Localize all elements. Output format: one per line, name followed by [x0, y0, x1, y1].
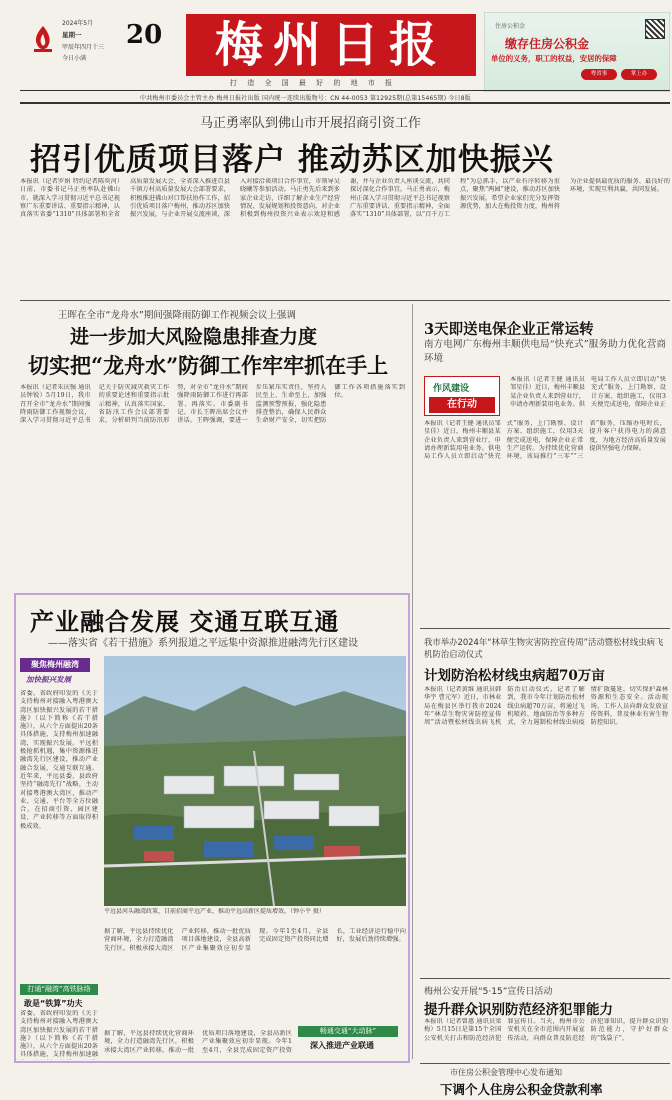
- ad-title: 缴存住房公积金: [505, 37, 590, 51]
- ad-pill-2: 掌上办: [621, 69, 657, 80]
- flood-title-1: 进一步加大风险隐患排查力度: [70, 326, 318, 348]
- power-title: 3天即送电保企业正常运转: [424, 321, 594, 338]
- date-box: [30, 18, 163, 68]
- day-number: 20: [126, 20, 163, 50]
- feature-body-left: 省委、省政府印发的《关于支持梅州对接融入粤港澳大湾区加快振兴发展的若干措施》（以下简称《若干措施》），从六个方面提出20条具体措施，支持梅州加速融湾，实现振兴发展。平远积极抢抓机遇，集中资源推进融湾先行区建设，推动产业融合发展、交通互联互通。近年来，平远县委、县政府坚持“融湾先行”战略，主动对接粤港澳大湾区，推动产业、交通、平台等全方位融合，在招商引资、园区建设、产业转移等方面取得积极成效。: [20, 690, 98, 830]
- flood-body: 本报讯（记者朱庆强 通讯员钟锐）5月19日，我市召开全市“龙舟水”期间强降雨防御工作视频会议，深入学习贯彻习近平总书记关于防灾减灾救灾工作的重要论述和重要指示批示精神，认真落实国家、省防汛工作会议部署要求，分析研判当前防汛形势，对全市“龙舟水”期间强降雨防御工作进行再部署、再落实。市委副书记、市长王晖出席会议并讲话。王晖强调，要进一步压紧压实责任，坚持人民至上、生命至上，加强监测预警预报，强化隐患排查整治，确保人民群众生命财产安全，切实把防御工作各项措施落实到位。: [20, 384, 405, 425]
- feature-tag-3: 深入推进产业联通: [310, 1041, 374, 1050]
- feature-box-body: 省委、省政府印发的《关于支持梅州对接融入粤港澳大湾区加快振兴发展的若干措施》（以下简称《若干措施》），从六个方面提出20条具体措施，支持梅州加速融: [20, 1010, 98, 1059]
- footer-kicker: 市住房公积金管理中心发布通知: [450, 1068, 562, 1077]
- badge-main: 在行动: [429, 397, 495, 413]
- work-style-badge: [424, 376, 500, 416]
- feature-box-title: 敢是“铁算”功夫: [24, 999, 83, 1008]
- pests-body: 本报讯（记者黄维 通讯员韩华宇 曹元军）近日，市林业局在梅县区举行我市2024年“林草生物灾害防控宣传周”活动暨松材线虫病飞机防治启动仪式。记者了解到，我市今年计划防治松材线虫病超70万亩，将通过飞机喷药、地面防治等多种方式，全力遏制松材线虫病疫情扩散蔓延，切实保护森林资源和生态安全。活动现场，工作人员向群众发放宣传资料，普及林业有害生物防控知识。: [424, 686, 668, 727]
- ad-pill-1: 粤省事: [581, 69, 617, 80]
- lead-headline: 招引优质项目落户 推动苏区加快振兴: [30, 142, 554, 178]
- feature-tag-1: 打通“融湾”高铁脉络: [20, 984, 98, 995]
- fraud-body: 本报讯（记者曾惠 通讯员梁梅）5月15日是第15个全国公安机关打击和防范经济犯罪宣传日。当天，梅州市公安机关在全市范围内开展宣传活动，向群众普及防范经济犯罪知识，提升群众识别防范能力，守护好群众的“钱袋子”。: [424, 1018, 668, 1042]
- weekday: 星期一: [62, 31, 82, 39]
- housing-fund-ad: [484, 12, 670, 92]
- footer-title: 下调个人住房公积金贷款利率: [440, 1082, 603, 1097]
- ad-top-text: 住房公积金: [495, 23, 526, 30]
- lead-body: 本报讯（记者罗娟 特约记者陈奕河）日前，市委书记马正勇率队赴佛山市，就深入学习贯彻习近平总书记视察广东重要讲话、重要指示精神，认真落实省委“1310”具体部署和全省高质量发展大会、全省深入推进百县千镇万村高质量发展大会部署要求，积极推进佛山对口帮扶协作工作，招引优质项目落户梅州，推动苏区加快振兴发展，与企业开展交流座谈，深入对接洽谈项目合作事宜，市领导吴晓曦等参加活动。马正勇先后来到多家企业走访，详细了解企业生产经营情况、发展规划和投资意向，对企业积极到梅州投资兴业表示欢迎和感谢，并与企业负责人座谈交流，共同探讨深化合作事宜。马正勇表示，梅州正深入学习贯彻习近平总书记视察广东重要讲话、重要指示精神，全面落实“1310”具体部署，以“百千万工程”为总抓手，以产业有序转移为重点，聚焦“两园”建设，推动苏区加快振兴发展。希望企业家们充分发挥资源优势，加大在梅投资力度，梅州将为企业提供最优质的服务、最良好的环境，实现互利共赢、共同发展。: [20, 178, 670, 219]
- feature-subtitle: ——落实省《若干措施》系列报道之平远集中资源推进融湾先行区建设: [48, 638, 358, 649]
- power-subtitle: 南方电网广东梅州丰顺供电局“快充式”服务助力优化营商环境: [424, 339, 666, 364]
- feature-body-right: 据了解，平远县持续优化营商环境，全力打造融湾先行区，积极承接大湾区产业转移，推动一批优质项目落地建设，全县高新区产业集聚效应初步显现。今年1至4月，全县完成固定资产投资同比增长，工业经济运行稳中向好，发展后劲持续增强。: [104, 928, 406, 952]
- slogan: 打 造 全 国 最 好 的 地 市 报: [230, 79, 397, 87]
- fraud-kicker: 梅州公安开展“5·15”宣传日活动: [424, 987, 553, 997]
- lead-kicker: 马正勇率队到佛山市开展招商引资工作: [200, 116, 422, 131]
- feature-aerial-photo: [104, 656, 406, 906]
- ad-subtitle: 单位的义务，职工的权益，安居的保障: [491, 54, 617, 63]
- flood-kicker: 王晖在全市“龙舟水”期间强降雨防御工作视频会议上强调: [58, 310, 296, 321]
- power-body: 本报讯（记者王健 通讯员邹星佳）近日，梅州丰顺县某企业负责人来到营业厅，申请办理新装用电业务。供电局工作人员立即启动“快充式”服务，上门勘察、设计方案、组织施工，仅用3天便完成送电，保障企业正常生产运转。为持续优化营商环境，该局推行“三零”“三省”服务，压缩办电时长，提升客户获得电力的满意度，为地方经济高质量发展提供坚强电力保障。: [424, 420, 666, 461]
- feature-title: 产业融合发展 交通互联互通: [30, 607, 340, 636]
- publication-info: 中共梅州市委员会主管主办 梅州日报社出版 国内统一连续出版物号：CN 44-0053 第12925期(总第15465期) 今日8版: [140, 95, 471, 102]
- photo-caption: 平远县河头融湾政策，目前招商平远产业，推动平远高新区提质增效。（钟小平 摄）: [104, 908, 325, 915]
- feature-label-1: 聚焦梅州融湾: [20, 658, 90, 672]
- logo-flame-icon: [30, 24, 56, 54]
- flood-title-2: 切实把“龙舟水”防御工作牢牢抓在手上: [28, 353, 389, 378]
- qr-code-icon: [645, 19, 665, 39]
- pests-title: 计划防治松材线虫病超70万亩: [424, 668, 605, 684]
- lunar-date: 甲辰年四月十三: [62, 44, 105, 51]
- feature-tag-2: 畅通交通“大动脉”: [298, 1026, 398, 1037]
- year-month: 2024年5月: [62, 20, 94, 27]
- solar-term: 今日小满: [62, 55, 87, 62]
- feature-body-bottom: 据了解，平远县持续优化营商环境，全力打造融湾先行区，积极承接大湾区产业转移，推动一批优质项目落地建设，全县高新区产业集聚效应初步显现。今年1至4月，全县完成固定资产投资: [104, 1030, 292, 1054]
- newspaper-name: 梅州日报: [186, 14, 476, 76]
- footer-teaser: [420, 1063, 670, 1099]
- badge-top: 作风建设: [433, 384, 470, 394]
- pests-kicker: 我市举办2024年“林草生物灾害防控宣传周”活动暨松材线虫病飞机防治启动仪式: [424, 637, 664, 659]
- feature-label-2: 加快振兴发展: [26, 675, 71, 684]
- fraud-title: 提升群众识别防范经济犯罪能力: [424, 1002, 613, 1018]
- power-body-top: 本报讯（记者王健 通讯员邹星佳）近日，梅州丰顺县某企业负责人来到营业厅，申请办理新装用电业务。供电局工作人员立即启动“快充式”服务，上门勘察、设计方案、组织施工，仅用3天便完成送电，保障企业正: [510, 376, 666, 408]
